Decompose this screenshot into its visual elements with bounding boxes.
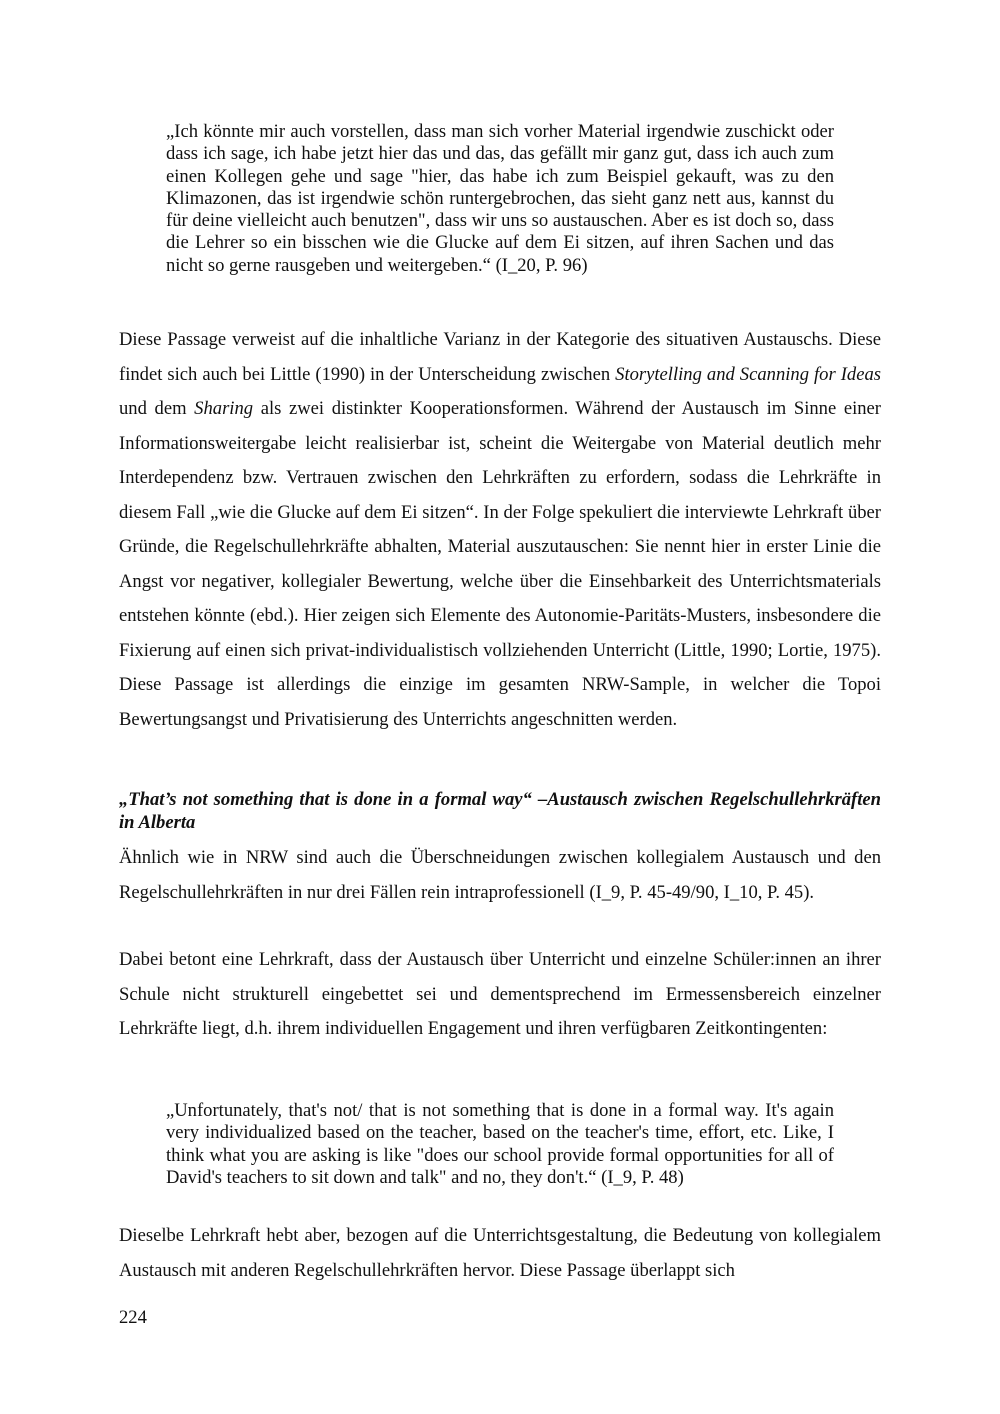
paragraph-nrw-comparison: Ähnlich wie in NRW sind auch die Überschneidungen zwischen kollegialem Austausch und den Regelschullehrkräften in nur drei Fällen rein intraprofessionell (I_9, P. 45-49/90, I_10, P. 45). bbox=[119, 847, 881, 903]
emphasis-storytelling: Storytelling and Scanning for Ideas bbox=[615, 363, 881, 385]
paragraph-situative-exchange bbox=[119, 323, 881, 737]
emphasis-sharing: Sharing bbox=[194, 398, 254, 419]
block-quote-interview-i9: „Unfortunately, that's not/ that is not something that is done in a formal way. It's again very individualized based on the teacher, based on the teacher's time, effort, etc. Like, I think what you are asking is like "does our school provide formal opportunities for all of David's teachers to sit down and talk" and no, they don't.“ (I_9, P. 48) bbox=[166, 1100, 834, 1188]
paragraph-text: und dem bbox=[119, 398, 195, 419]
page-number: 224 bbox=[119, 1307, 147, 1328]
section-heading-alberta: „That’s not something that is done in a formal way“ –Austausch zwischen Regelschullehrkräften in Alberta bbox=[119, 789, 881, 833]
paragraph-teacher-emphasis: Dabei betont eine Lehrkraft, dass der Austausch über Unterricht und einzelne Schüler:innen an ihrer Schule nicht strukturell eingebettet sei und dementsprechend im Ermessensbereich einzelner Lehrkräfte liegt, d.h. ihrem individuellen Engagement und ihren verfügbaren Zeitkontingenten: bbox=[119, 949, 881, 1039]
block-quote-interview-i20: „Ich könnte mir auch vorstellen, dass man sich vorher Material irgendwie zuschickt oder dass ich sage, ich habe jetzt hier das und das, das gefällt mir ganz gut, dass ich auch zum einen Kollegen gehe und sage "hier, das habe ich zum Beispiel gekauft, was zu den Klimazonen, das ist irgendwie schön runtergebrochen, das sieht ganz nett aus, kannst du für deine vielleicht auch benutzen", dass wir uns so austauschen. Aber es ist doch so, dass die Lehrer so ein bisschen wie die Glucke auf dem Ei sitzen, auf ihren Sachen und das nicht so gerne rausgeben und weitergeben.“ (I_20, P. 96) bbox=[166, 121, 834, 276]
paragraph-same-teacher: Dieselbe Lehrkraft hebt aber, bezogen auf die Unterrichtsgestaltung, die Bedeutung von kollegialem Austausch mit anderen Regelschullehrkräften hervor. Diese Passage überlappt sich bbox=[119, 1225, 881, 1281]
paragraph-text: als zwei distinkter Kooperationsformen. Während der Austausch im Sinne einer Informationsweitergabe leicht realisierbar ist, scheint die Weitergabe von Material deutlich mehr Interdependenz bzw. Vertrauen zwischen den Lehrkräften zu erfordern, sodass die Lehrkräfte in diesem Fall „wie die Glucke auf dem Ei sitzen“. In der Folge spekuliert die interviewte Lehrkraft über Gründe, die Regelschullehrkräfte abhalten, Material auszutauschen: Sie nennt hier in erster Linie die Angst vor negativer, kollegialer Bewertung, welche über die Einsehbarkeit des Unterrichtsmaterials entstehen könnte (ebd.). Hier zeigen sich Elemente des Autonomie-Paritäts-Musters, insbesondere die Fixierung auf einen sich privat-individualistisch vollziehenden Unterricht (Little, 1990; Lortie, 1975). Diese Passage ist allerdings die einzige im gesamten NRW-Sample, in welcher die Topoi Bewertungsangst und Privatisierung des Unterrichts angeschnitten werden. bbox=[119, 398, 881, 730]
paragraph-text: Diese Passage verweist auf die inhaltliche Varianz in der Kategorie des situativen Austauschs. Diese findet sich auch bei Little (1990) in der Unterscheidung zwischen bbox=[119, 329, 881, 385]
